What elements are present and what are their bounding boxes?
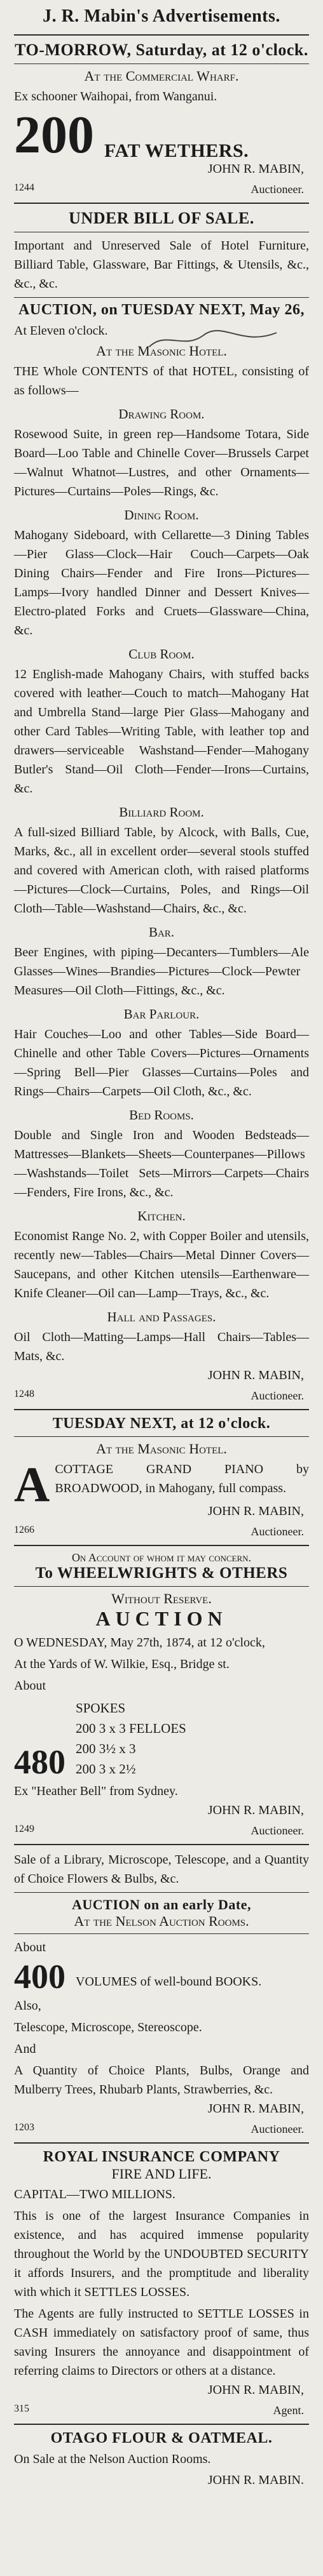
ad4-seller: JOHN R. MABIN, — [207, 1803, 304, 1818]
ad5-and: And — [14, 2042, 36, 2057]
ad6-role: Agent. — [273, 2404, 304, 2417]
ad5-tele: Telescope, Microscope, Stereoscope. — [14, 2020, 202, 2035]
room-text: A full-sized Billiard Table, by Alcock, with Balls, Cue, Marks, &c., all in excellent order—several stools stuffed and covered with American cloth, with raised platforms—Pictures—Clock—Curtains, Poles, and Rings—Oil Cloth—Table—Washstand—Chairs, &c., &c. — [14, 825, 309, 916]
ad4-ref: 1249 — [14, 1824, 34, 1835]
room-text: Beer Engines, with piping—Decanters—Tumblers—Ale Glasses—Wines—Brandies—Pictures—Clock—Pewter Measures—Oil Cloth—Fittings, &c., &c. — [14, 945, 309, 998]
room-title: Billiard Room. — [119, 804, 204, 820]
ad5-auction: AUCTION on an early Date, — [72, 1897, 251, 1913]
ad-piano — [14, 1415, 309, 1540]
ad1-place: At the Commercial Wharf. — [84, 68, 239, 84]
ad3-headline: TUESDAY NEXT, at 12 o'clock. — [52, 1415, 271, 1432]
ad1-ex: Ex schooner Waihopai, from Wanganui. — [14, 90, 217, 103]
room-title: Bar. — [148, 924, 175, 940]
ad4-place: At the Yards of W. Wilkie, Esq., Bridge st. — [14, 1657, 230, 1672]
ad4-about: About — [14, 1679, 46, 1693]
ad-hotel-furniture — [14, 209, 309, 1404]
room-title: Dining Room. — [124, 507, 199, 523]
ad5-title: Sale of a Library, Microscope, Telescope, and a Quantity of Choice Flowers & Bulbs, &c. — [14, 1853, 309, 1886]
ad5-ref: 1203 — [14, 2122, 34, 2133]
ad-fat-wethers — [14, 41, 309, 197]
ad7-text: On Sale at the Nelson Auction Rooms. — [14, 2452, 211, 2467]
room-title: Drawing Room. — [118, 406, 205, 422]
ad6-text: This is one of the largest Insurance Companies in existence, and has acquired immense popularity throughout the World by the UNDOUBTED SECURITY it affords Insurers, and the promptitude and liberality with which it SETTLES LOSSES. — [14, 2209, 309, 2300]
room-text: Rosewood Suite, in green rep—Handsome Totara, Side Board—Loo Table and Chinelle Cover—Brussels Carpet—Walnut Whatnot—Lustres, and other Ornaments—Pictures—Curtains—Poles—Rings, &c. — [14, 427, 309, 498]
ad2-headline: UNDER BILL OF SALE. — [69, 209, 254, 227]
ad5-place: At the Nelson Auction Rooms. — [74, 1913, 249, 1930]
ad4-ex: Ex "Heather Bell" from Sydney. — [14, 1784, 178, 1799]
ad-royal-insurance — [14, 2149, 309, 2419]
ad4-reserve: Without Reserve. — [111, 1591, 212, 1607]
ad4-auction: AUCTION — [95, 1607, 228, 1631]
ad5-role: Auctioneer. — [251, 2123, 304, 2136]
ad6-ref: 315 — [14, 2403, 29, 2415]
ad6-text2: The Agents are fully instructed to SETTLE LOSSES in CASH immediately on satisfactory proof of same, thus saving Insurers the annoyance and disappointment of referring claims to Directors or others at a distance. — [14, 2307, 309, 2379]
room-title: Bed Rooms. — [129, 1107, 194, 1123]
ad4-number: 480 — [14, 1743, 65, 1782]
ad3-place: At the Masonic Hotel. — [96, 1441, 227, 1457]
ad2-auction: AUCTION, on TUESDAY NEXT, May 26, — [18, 302, 305, 318]
room-text: Hair Couches—Loo and other Tables—Side Board—Chinelle and other Table Covers—Pictures—Ornaments—Spring Bell—Pier Glasses—Curtains—Poles and Rings—Chairs—Carpets—Oil Cloth, &c., &c. — [14, 1027, 309, 1098]
ad3-text: COTTAGE GRAND PIANO by BROADWOOD, in Mahogany, full compass. — [55, 1462, 309, 1495]
ad6-capital: CAPITAL—TWO MILLIONS. — [14, 2187, 175, 2202]
ad-otago-flour — [14, 2430, 309, 2489]
ad2-role: Auctioneer. — [251, 1389, 304, 1402]
room-text: Double and Single Iron and Wooden Bedsteads—Mattresses—Blankets—Sheets—Counterpanes—Pillows—Washstands—Toilet Sets—Mirrors—Carpets—Chairs—Fenders, Fire Irons, &c., &c. — [14, 1128, 309, 1199]
ad6-fire: FIRE AND LIFE. — [111, 2166, 212, 2182]
ad4-headline: To WHEELWRIGHTS & OTHERS — [35, 1565, 288, 1582]
ad7-headline: OTAGO FLOUR & OATMEAL. — [50, 2430, 273, 2447]
ad6-seller: JOHN R. MABIN, — [207, 2383, 304, 2398]
ad2-time: At Eleven o'clock. — [14, 324, 108, 338]
ad4-date: O WEDNESDAY, May 27th, 1874, at 12 o'clock, — [14, 1636, 265, 1650]
ad5-about: About — [14, 1940, 46, 1955]
ad5-seller: JOHN R. MABIN, — [207, 2102, 304, 2116]
ad1-item: FAT WETHERS. — [104, 140, 249, 161]
ad1-ref: 1244 — [14, 182, 34, 193]
ad5-plants: A Quantity of Choice Plants, Bulbs, Orange and Mulberry Trees, Rhubarb Plants, Strawberries, &c. — [14, 2064, 309, 2097]
room-title: Bar Parlour. — [123, 1006, 200, 1022]
ad4-role: Auctioneer. — [251, 1824, 304, 1838]
column-header: J. R. Mabin's Advertisements. — [43, 6, 280, 26]
ad5-volumes: VOLUMES of well-bound BOOKS. — [76, 1975, 262, 1989]
room-text: Oil Cloth—Matting—Lamps—Hall Chairs—Tables—Mats, &c. — [14, 1330, 309, 1363]
ad3-role: Auctioneer. — [251, 1525, 304, 1538]
ad2-place: At the Masonic Hotel. — [96, 343, 227, 359]
ad5-also: Also, — [14, 1999, 41, 2013]
ad-library-sale — [14, 1850, 309, 2137]
ad1-role: Auctioneer. — [251, 183, 304, 196]
ad4-concern: On Account of whom it may concern. — [71, 1551, 252, 1565]
ad1-number: 200 — [14, 105, 94, 164]
ad3-seller: JOHN R. MABIN, — [207, 1504, 304, 1519]
ad3-ref: 1266 — [14, 1525, 34, 1536]
room-title: Hall and Passages. — [107, 1309, 216, 1325]
ad4-spokes: SPOKES — [76, 1700, 126, 1716]
advertisements-column — [14, 0, 309, 2494]
ad6-headline: ROYAL INSURANCE COMPANY — [43, 2149, 280, 2166]
ad-wheelwrights — [14, 1551, 309, 1839]
ad5-number: 400 — [14, 1958, 65, 1996]
ad1-headline: TO-MORROW, Saturday, at 12 o'clock. — [15, 41, 308, 59]
ad2-intro: Important and Unreserved Sale of Hotel Furniture, Billiard Table, Glassware, Bar Fittings, & Utensils, &c., &c., &c. — [14, 239, 309, 291]
ad4-line: 200 3½ x 3 — [76, 1741, 136, 1757]
ad2-whole: THE Whole CONTENTS of that HOTEL, consisting of as follows— — [14, 364, 309, 397]
room-text: 12 English-made Mahogany Chairs, with stuffed backs covered with leather—Couch to match—Mahogany Hat and Umbrella Stand—large Pier Glass—Mahogany and other Card Tables—Writing Table, with leather top and drawers—serviceable Washstand—Fender—Mahogany Butler's Stand—Oil Cloth—Fender—Irons—Curtains, &c. — [14, 667, 309, 796]
ad4-line: 200 3 x 2½ — [76, 1761, 136, 1777]
ad7-seller: JOHN R. MABIN. — [207, 2473, 304, 2488]
room-title: Club Room. — [128, 646, 195, 662]
ad2-ref: 1248 — [14, 1389, 34, 1399]
ad1-seller: JOHN R. MABIN, — [207, 162, 304, 176]
ad2-seller: JOHN R. MABIN, — [207, 1368, 304, 1382]
room-title: Kitchen. — [137, 1208, 186, 1224]
ad4-line: 200 3 x 3 FELLOES — [76, 1721, 186, 1737]
room-text: Economist Range No. 2, with Copper Boiler and utensils, recently new—Tables—Chairs—Metal Dinner Covers—Saucepans, and other Kitchen utensils—Earthenware—Knife Cleaner—Oil can—Lamp—Trays, &c., &c. — [14, 1229, 309, 1300]
room-text: Mahogany Sideboard, with Cellarette—3 Dining Tables—Pier Glass—Clock—Hair Couch—Carpets—Oak Dining Chairs—Fender and Fire Irons—Pictures—Lamps—Ivory handled Dinner and Dessert Knives—Electro-plated Forks and Cruets—Glassware—China, &c. — [14, 528, 309, 637]
ad3-initial: A — [14, 1457, 50, 1512]
